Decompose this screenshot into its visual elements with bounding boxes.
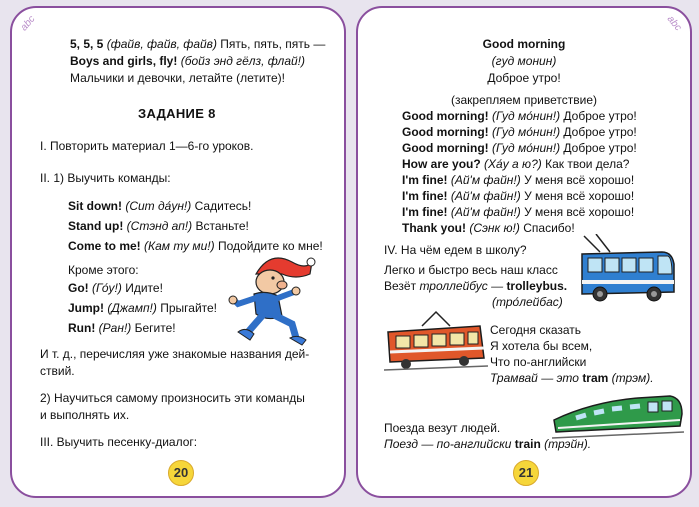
item-3-line-2: и выполнять их. xyxy=(40,408,130,422)
command-5: Jump! (Джамп!) Прыгайте! xyxy=(68,301,218,315)
dialog-line-4: How are you? (Ха́у а ю?) Как твои дела? xyxy=(402,157,630,171)
dialog-line-1: Good morning! (Гуд мо́нин!) Доброе утро! xyxy=(402,109,637,123)
dialog-line-2: Good morning! (Гуд мо́нин!) Доброе утро! xyxy=(402,125,637,139)
etc-line-1: И т. д., перечисляя уже знакомые названия дей- xyxy=(40,347,310,361)
left-page-content xyxy=(12,8,344,496)
besides-label: Кроме этого: xyxy=(68,263,139,277)
page-number: 20 xyxy=(168,460,194,486)
trolleybus-pronunciation: (тро́лейбас) xyxy=(492,295,563,309)
item-3-line-1: 2) Научиться самому произносить эти команды xyxy=(40,391,305,405)
train-illustration xyxy=(552,380,684,442)
command-1: Sit down! (Сит да́ун!) Садитесь! xyxy=(68,199,252,213)
command-2: Stand up! (Стэнд ап!) Встаньте! xyxy=(68,219,249,233)
dialog-line-3: Good morning! (Гуд мо́нин!) Доброе утро! xyxy=(402,141,637,155)
tram-line-1: Сегодня сказать xyxy=(490,323,582,337)
song-title-translation: Доброе утро! xyxy=(487,71,561,85)
command-6: Run! (Ран!) Бегите! xyxy=(68,321,176,335)
song-line-1: 5, 5, 5 (файв, файв, файв) Пять, пять, пять — xyxy=(70,37,326,51)
tram-line-2: Я хотела бы всем, xyxy=(490,339,593,353)
song-line-2: Boys and girls, fly! (бойз энд гёлз, флай!) xyxy=(70,54,305,68)
section-4-title: IV. На чём едем в школу? xyxy=(384,243,527,257)
etc-line-2: ствий. xyxy=(40,364,75,378)
song-line-3: Мальчики и девочки, летайте (летите)! xyxy=(70,71,285,85)
task-title: ЗАДАНИЕ 8 xyxy=(138,106,216,121)
tram-line-4: Трамвай — это tram (трэм). xyxy=(490,371,654,385)
dialog-line-8: Thank you! (Сэнк ю!) Спасибо! xyxy=(402,221,575,235)
page-number: 21 xyxy=(513,460,539,486)
left-page xyxy=(10,6,346,498)
running-boy-illustration xyxy=(226,252,318,348)
dialog-line-6: I'm fine! (Ай'м файн!) У меня всё хорошо! xyxy=(402,189,635,203)
trolleybus-illustration xyxy=(570,234,678,306)
trolleybus-line-2: Везёт троллейбус — trolleybus. xyxy=(384,279,568,293)
right-page xyxy=(356,6,692,498)
trolleybus-line-1: Легко и быстро весь наш класс xyxy=(384,263,558,277)
corner-label: abc xyxy=(18,13,38,34)
tram-illustration xyxy=(384,308,488,374)
song-title: Good morning xyxy=(482,37,566,51)
train-line-1: Поезда везут людей. xyxy=(384,421,501,435)
song-title-pronunciation: (гуд монин) xyxy=(491,54,557,68)
item-1: I. Повторить материал 1—6-го уроков. xyxy=(40,139,254,153)
song-subtitle: (закрепляем приветствие) xyxy=(450,93,598,107)
item-2: II. 1) Выучить команды: xyxy=(40,171,171,185)
item-4: III. Выучить песенку-диалог: xyxy=(40,435,198,449)
train-line-2: Поезд — по-английски train (трэйн). xyxy=(384,437,592,451)
command-4: Go! (Го́у!) Идите! xyxy=(68,281,163,295)
tram-line-3: Что по-английски xyxy=(490,355,587,369)
corner-label: abc xyxy=(664,13,684,34)
dialog-line-5: I'm fine! (Ай'м файн!) У меня всё хорошо! xyxy=(402,173,635,187)
right-page-content xyxy=(358,8,690,496)
dialog-line-7: I'm fine! (Ай'м файн!) У меня всё хорошо! xyxy=(402,205,635,219)
command-3: Come to me! (Кам ту ми!) Подойдите ко мне! xyxy=(68,239,323,253)
